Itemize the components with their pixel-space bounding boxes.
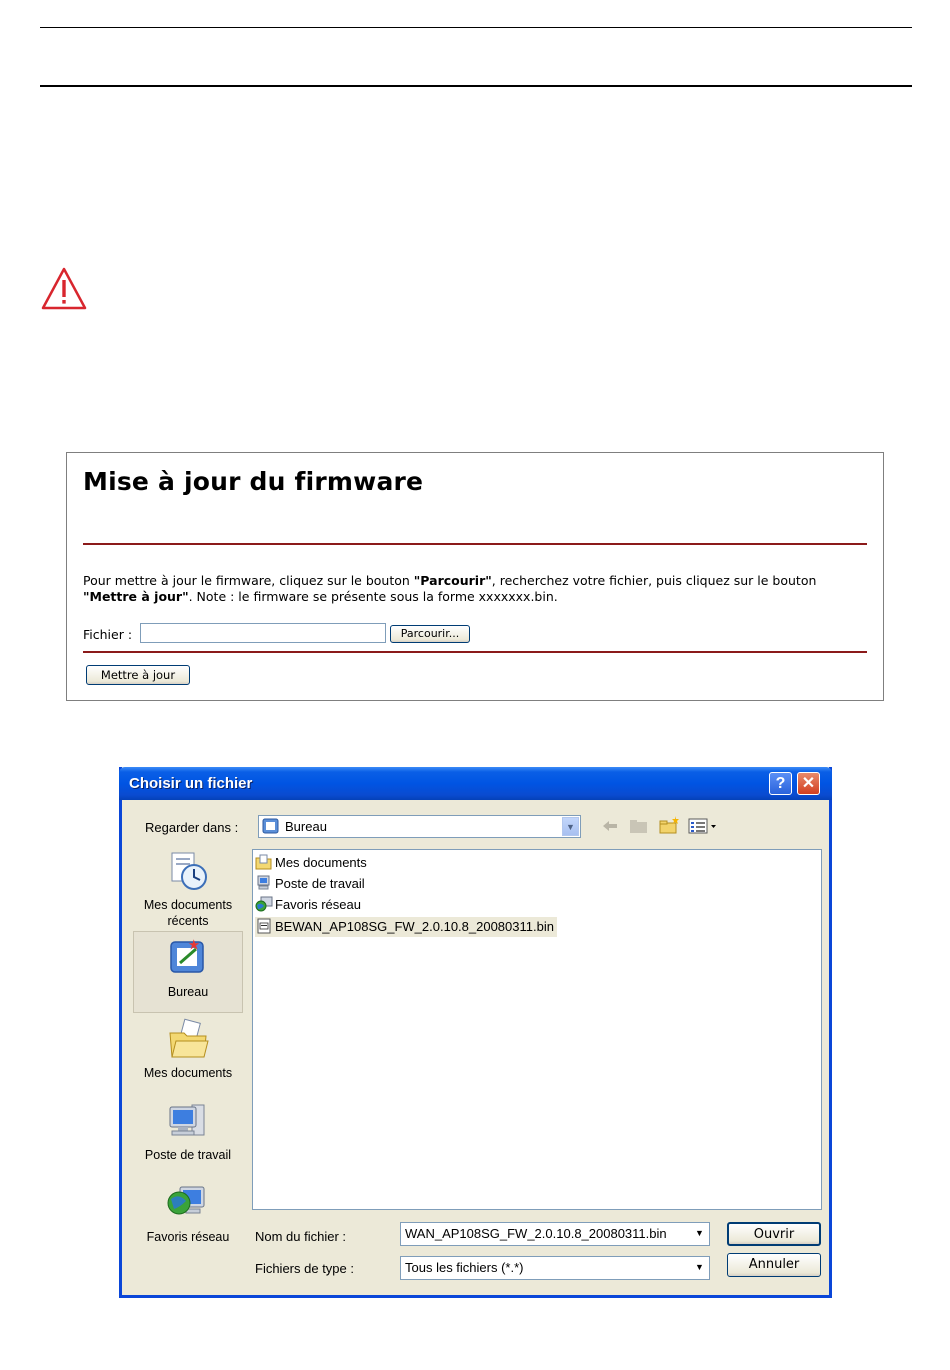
place-my-documents[interactable] [133,1017,243,1081]
places-bar [133,849,243,1273]
close-button[interactable]: ✕ [797,772,820,795]
dialog-title: Choisir un fichier [129,775,253,792]
file-name: Mes documents [275,855,367,870]
place-label: Bureau [167,985,209,999]
file-chooser-dialog [119,767,832,1298]
view-menu-icon[interactable] [688,817,718,835]
look-in-dropdown-icon[interactable]: ▼ [562,817,579,836]
header-rule-thin [40,27,912,28]
instruction-text-3: . Note : le firmware se présente sous la forme xxxxxxx.bin. [188,589,558,604]
look-in-label: Regarder dans : [145,820,239,835]
place-label: Mes documents récents [143,898,233,928]
firmware-update-panel [66,452,884,701]
file-label: Fichier : [83,627,133,642]
network-places-icon [166,1181,210,1225]
binary-file-icon [255,918,273,934]
place-label: Poste de travail [144,1148,232,1162]
computer-small-icon [255,875,273,891]
filename-dropdown-icon[interactable]: ▼ [691,1224,708,1244]
back-arrow-icon[interactable] [600,817,620,835]
filetype-value: Tous les fichiers (*.*) [405,1260,524,1275]
warning-icon [40,266,88,312]
place-label: Mes documents [143,1066,233,1080]
filename-value[interactable]: WAN_AP108SG_FW_2.0.10.8_20080311.bin [405,1226,667,1241]
place-network[interactable] [133,1181,243,1245]
folder-documents-icon [255,854,273,870]
look-in-value: Bureau [285,819,327,834]
open-button[interactable]: Ouvrir [727,1222,821,1246]
new-folder-icon[interactable] [658,815,682,835]
place-label: Favoris réseau [146,1230,230,1244]
instruction-bold-2: "Mettre à jour" [83,589,189,604]
file-name: Favoris réseau [275,897,361,912]
recent-documents-icon [166,849,210,893]
cancel-button[interactable]: Annuler [727,1253,821,1277]
firmware-title: Mise à jour du firmware [83,467,424,496]
desktop-icon [166,936,210,980]
instruction-bold-1: "Parcourir" [413,573,492,588]
desktop-small-icon [262,818,280,835]
file-item-network[interactable] [255,895,361,915]
filetype-label: Fichiers de type : [255,1261,354,1276]
filename-label: Nom du fichier : [255,1229,347,1244]
firmware-instructions [83,573,873,605]
my-documents-icon [166,1017,210,1061]
my-computer-icon [166,1099,210,1143]
firmware-divider-top [83,543,867,545]
help-button[interactable]: ? [769,772,792,795]
file-item-firmware-bin[interactable] [255,917,557,937]
file-item-my-documents[interactable] [255,853,367,873]
file-list[interactable] [252,849,822,1210]
place-desktop[interactable] [133,931,243,1013]
place-recent-documents[interactable] [133,849,243,929]
filetype-combo[interactable] [400,1256,710,1280]
header-rule-thick [40,85,912,87]
network-small-icon [255,896,273,912]
file-input[interactable] [140,623,386,643]
instruction-text-2: , recherchez votre fichier, puis cliquez sur le bouton [491,573,817,588]
file-name: Poste de travail [275,876,365,891]
instruction-text-1: Pour mettre à jour le firmware, cliquez sur le bouton [83,573,414,588]
browse-button[interactable]: Parcourir... [390,625,470,643]
place-my-computer[interactable] [133,1099,243,1163]
filename-combo[interactable] [400,1222,710,1246]
file-name: BEWAN_AP108SG_FW_2.0.10.8_20080311.bin [275,919,554,934]
update-button[interactable]: Mettre à jour [86,665,190,685]
firmware-divider-bottom [83,651,867,653]
dialog-titlebar[interactable] [119,767,832,800]
file-item-my-computer[interactable] [255,874,365,894]
look-in-combo[interactable] [258,815,581,838]
up-folder-icon[interactable] [628,817,650,835]
filetype-dropdown-icon[interactable]: ▼ [691,1258,708,1278]
